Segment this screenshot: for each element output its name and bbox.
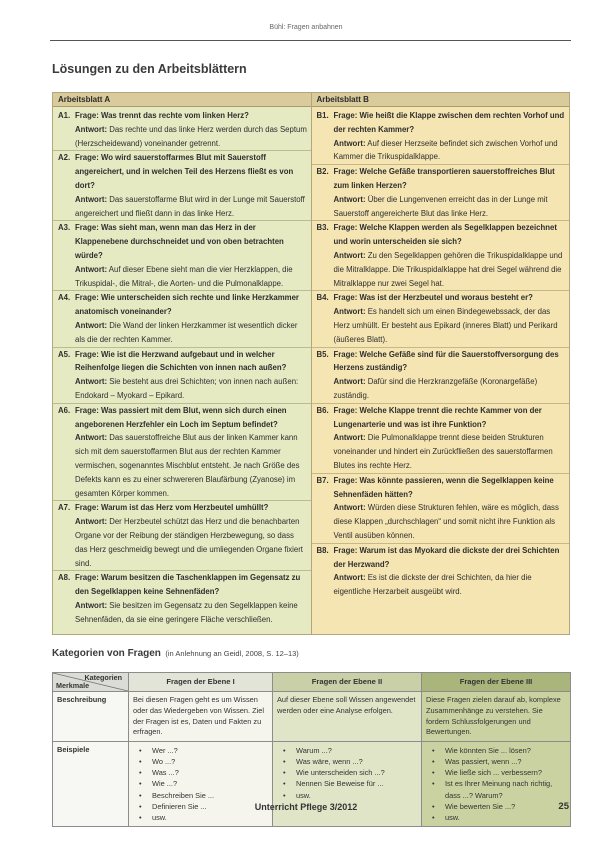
answer-label: Antwort: xyxy=(333,138,366,148)
item-answer xyxy=(75,263,308,291)
item-question: Frage: Wo wird sauerstoffarmes Blut mit Sauerstoff angereichert, und in welchen Teil des Herzens fließt es von dort? xyxy=(75,153,294,190)
worksheet-a-heading: Arbeitsblatt A xyxy=(53,93,311,107)
item-question: Frage: Welche Klappen werden als Segelklappen bezeichnet und worin unterscheiden sie sich? xyxy=(333,223,557,247)
item-answer xyxy=(75,375,308,403)
example-item: • usw. xyxy=(277,790,417,801)
example-item: • Beschreiben Sie ... xyxy=(133,790,268,801)
item-body xyxy=(334,544,567,599)
footer-journal: Unterricht Pflege 3/2012 xyxy=(254,802,358,812)
worksheet-item xyxy=(53,500,311,570)
item-number: A7. xyxy=(58,503,71,513)
worksheet-item xyxy=(312,164,570,220)
item-question: Frage: Welche Gefäße transportieren sauerstoffreiches Blut zum linken Herzen? xyxy=(333,167,555,190)
item-answer xyxy=(334,431,567,472)
item-number: B6. xyxy=(316,405,329,415)
example-item: • usw. xyxy=(426,812,566,823)
example-item: • Wie könnten Sie ... lösen? xyxy=(426,745,566,756)
item-body xyxy=(75,501,308,570)
answer-label: Antwort: xyxy=(75,194,108,204)
corner-cell xyxy=(53,673,129,692)
worksheet-item xyxy=(312,109,570,164)
answer-text: Der Herzbeutel schützt das Herz und die benachbarten Organe vor der Reibung der ständigen Herzbewegung, so dass das Herz geschmeidig bewegt und die umliegenden Organe fixiert sind. xyxy=(75,517,303,568)
answer-label: Antwort: xyxy=(333,377,366,387)
item-number: A2. xyxy=(58,153,71,163)
item-body xyxy=(334,165,567,220)
answer-text: Würden diese Strukturen fehlen, wäre es möglich, dass diese Klappen „durchschlagen“ und somit nicht ihre Funktion als Ventil ausüben können. xyxy=(333,503,559,540)
answer-label: Antwort: xyxy=(333,433,366,443)
answer-label: Antwort: xyxy=(75,433,108,443)
worksheet-item xyxy=(53,347,311,403)
examples-level-1 xyxy=(129,741,273,826)
worksheet-item xyxy=(53,109,311,150)
worksheet-b-heading: Arbeitsblatt B xyxy=(312,93,570,107)
item-body xyxy=(334,109,567,164)
answer-label: Antwort: xyxy=(75,377,108,387)
example-item: • usw. xyxy=(133,812,268,823)
answer-label: Antwort: xyxy=(75,124,108,134)
worksheet-item xyxy=(53,570,311,626)
running-head: Bühl: Fragen anbahnen xyxy=(269,24,343,31)
item-answer xyxy=(334,193,567,221)
item-question: Frage: Was trennt das rechte vom linken Herz? xyxy=(75,111,249,120)
item-number: B3. xyxy=(316,223,329,233)
example-item: • Was passiert, wenn ...? xyxy=(426,756,566,767)
answer-label: Antwort: xyxy=(333,194,366,204)
item-question: Frage: Was sieht man, wenn man das Herz in der Klappenebene durchschneidet und von oben betrachten würde? xyxy=(75,223,284,260)
item-question: Frage: Welche Gefäße sind für die Sauerstoffversorgung des Herzens zuständig? xyxy=(333,349,559,373)
page-number: 25 xyxy=(558,801,569,812)
table-header-row xyxy=(53,673,571,692)
examples-level-3 xyxy=(422,741,571,826)
examples-level-2 xyxy=(273,741,422,826)
answer-text: Sie besitzen im Gegensatz zu den Segelklappen keine Sehnenfäden, da sie eine geringere Fläche verschließen. xyxy=(75,600,298,624)
description-level-3: Diese Fragen zielen darauf ab, komplexe Zusammenhänge zu verstehen. Sie fordern Schlussfolgerungen und Bewertungen. xyxy=(422,692,571,741)
answer-text: Dafür sind die Herzkranzgefäße (Koronargefäße) zuständig. xyxy=(333,377,538,400)
item-number: A5. xyxy=(58,349,71,359)
answer-text: Es handelt sich um einen Bindegewebssack, der das Herz umhüllt. Er besteht aus Epikard (inneres Blatt) und Perikard (äußeres Blatt). xyxy=(333,307,558,344)
row-label-description: Beschreibung xyxy=(53,692,129,741)
item-number: A4. xyxy=(58,293,71,303)
worksheet-item xyxy=(312,543,570,599)
description-level-1: Bei diesen Fragen geht es um Wissen oder das Wiedergeben von Wissen. Ziel der Fragen ist es, Daten und Fakten zu erfragen. xyxy=(129,692,273,741)
example-item: • Definieren Sie ... xyxy=(133,801,268,812)
examples-row xyxy=(53,741,571,826)
worksheet-item xyxy=(312,220,570,290)
answer-text: Das sauerstoffarme Blut wird in der Lunge mit Sauerstoff angereichert und fließt dann in das linke Herz. xyxy=(75,194,305,218)
item-body xyxy=(75,151,308,220)
item-body xyxy=(75,404,308,501)
worksheet-item xyxy=(312,347,570,403)
answer-label: Antwort: xyxy=(75,600,108,610)
item-number: B8. xyxy=(316,545,329,555)
item-answer xyxy=(75,599,308,627)
example-item: • Wer ...? xyxy=(133,745,268,756)
answer-text: Es ist die dickste der drei Schichten, da hier die eigentliche Herzarbeit ausgeübt wird. xyxy=(333,573,532,597)
example-item: • Wie ließe sich ... verbessern? xyxy=(426,767,566,778)
item-question: Frage: Was ist der Herzbeutel und woraus besteht er? xyxy=(333,293,533,303)
item-question: Frage: Wie unterscheiden sich rechte und linke Herzkammer anatomisch voneinander? xyxy=(75,293,299,317)
example-item: • Wie ...? xyxy=(133,778,268,789)
categories-source: (in Anlehnung an Geidl, 2008, S. 12–13) xyxy=(165,649,299,659)
item-question: Frage: Warum ist das Herz vom Herzbeutel umhüllt? xyxy=(75,503,269,513)
item-number: A8. xyxy=(58,573,71,583)
answer-text: Sie besteht aus drei Schichten; von innen nach außen: Endokard – Myokard – Epikard. xyxy=(75,377,299,400)
answer-text: Die Pulmonalklappe trennt diese beiden Strukturen voneinander und hindert ein Zurückfließen des sauerstoffarmen Blutes ins rechte Herz. xyxy=(333,433,553,470)
example-item: • Warum ...? xyxy=(277,745,417,756)
answer-label: Antwort: xyxy=(333,573,366,583)
answer-text: Über die Lungenvenen erreicht das in der Lunge mit Sauerstoff angereicherte Blut das linke Herz. xyxy=(333,194,548,218)
answer-label: Antwort: xyxy=(75,517,108,527)
item-question: Frage: Warum ist das Myokard die dickste der drei Schichten der Herzwand? xyxy=(333,545,560,569)
item-answer xyxy=(334,137,567,165)
item-question: Frage: Wie ist die Herzwand aufgebaut und in welcher Reihenfolge liegen die Schichten von innen nach außen? xyxy=(75,349,287,373)
item-body xyxy=(75,571,308,626)
worksheet-item xyxy=(312,473,570,543)
worksheet-item xyxy=(312,403,570,473)
item-answer xyxy=(75,193,308,221)
answer-label: Antwort: xyxy=(75,264,108,274)
item-question: Frage: Warum besitzen die Taschenklappen im Gegensatz zu den Segelklappen keine Sehnenfäden? xyxy=(75,573,301,597)
example-item: • Was ...? xyxy=(133,767,268,778)
worksheet-b-column xyxy=(311,93,570,634)
description-level-2: Auf dieser Ebene soll Wissen angewendet werden oder eine Analyse erfolgen. xyxy=(273,692,422,741)
example-item: • Ist es Ihrer Meinung nach richtig, dass ...? Warum? xyxy=(426,778,566,800)
worksheet-item xyxy=(53,290,311,346)
worksheet-item xyxy=(53,150,311,220)
level-3-header: Fragen der Ebene III xyxy=(422,673,571,692)
item-answer xyxy=(334,305,567,346)
answer-text: Die Wand der linken Herzkammer ist wesentlich dicker als die der rechten Kammer. xyxy=(75,320,298,344)
item-question: Frage: Was könnte passieren, wenn die Segelklappen keine Sehnenfäden hätten? xyxy=(333,475,554,499)
item-body xyxy=(75,109,308,150)
item-number: A3. xyxy=(58,223,71,233)
item-answer xyxy=(75,123,308,151)
page-title: Lösungen zu den Arbeitsblättern xyxy=(52,62,247,76)
answer-label: Antwort: xyxy=(333,250,366,260)
level-1-header: Fragen der Ebene I xyxy=(129,673,273,692)
worksheet-item xyxy=(312,290,570,346)
item-number: A6. xyxy=(58,405,71,415)
item-number: B5. xyxy=(316,349,329,359)
item-body xyxy=(334,348,567,403)
answer-label: Antwort: xyxy=(333,307,366,317)
answer-label: Antwort: xyxy=(75,320,108,330)
item-body xyxy=(334,474,567,543)
item-body xyxy=(75,348,308,403)
worksheet-a-items xyxy=(53,109,311,626)
item-question: Frage: Wie heißt die Klappe zwischen dem rechten Vorhof und der rechten Kammer? xyxy=(333,111,565,134)
item-answer xyxy=(75,431,308,500)
item-number: B1. xyxy=(316,111,329,120)
item-body xyxy=(334,221,567,290)
item-body xyxy=(334,404,567,473)
item-question: Frage: Was passiert mit dem Blut, wenn sich durch einen angeborenen Herzfehler ein Loch im Septum befindet? xyxy=(75,405,287,429)
description-row xyxy=(53,692,571,741)
answer-text: Auf dieser Ebene sieht man die vier Herzklappen, die Trikuspidal-, die Mitral-, die Aorten- und die Pulmonalklappe. xyxy=(75,264,293,288)
item-body xyxy=(75,221,308,290)
item-answer xyxy=(75,319,308,347)
example-item: • Wie unterscheiden sich ...? xyxy=(277,767,417,778)
categories-heading xyxy=(52,645,570,661)
item-answer xyxy=(334,571,567,599)
item-number: B4. xyxy=(316,293,329,303)
corner-label-features: Merkmale xyxy=(56,681,90,691)
corner-label-categories: Kategorien xyxy=(84,673,122,683)
answer-label: Antwort: xyxy=(333,503,366,513)
answer-text: Das sauerstoffreiche Blut aus der linken Kammer kann sich mit dem sauerstoffarmen Blut aus der rechten Kammer vermischen, sogenanntes Mischblut entsteht. Je nach Größe des Defekts kann es zu einer schwereren Blaufärbung (Zyanose) im gesamten Körper kommen. xyxy=(75,433,300,498)
item-number: A1. xyxy=(58,111,71,120)
item-question: Frage: Welche Klappe trennt die rechte Kammer von der Lungenarterie und was ist ihre Funktion? xyxy=(333,405,542,429)
item-answer xyxy=(334,375,567,403)
answer-text: Auf dieser Herzseite befindet sich zwischen Vorhof und Kammer die Trikuspidalklappe. xyxy=(333,138,558,162)
example-item: • Wie bewerten Sie ...? xyxy=(426,801,566,812)
header-rule xyxy=(50,40,571,41)
item-number: B7. xyxy=(316,475,329,485)
item-answer xyxy=(75,515,308,570)
worksheet-a-column xyxy=(53,93,311,634)
example-item: • Nennen Sie Beweise für ... xyxy=(277,778,417,789)
level-2-header: Fragen der Ebene II xyxy=(273,673,422,692)
item-answer xyxy=(334,501,567,542)
worksheet-item xyxy=(53,403,311,501)
worksheet-solutions-table xyxy=(52,92,570,635)
worksheet-b-items xyxy=(312,109,570,599)
example-item: • Wo ...? xyxy=(133,756,268,767)
item-body xyxy=(75,291,308,346)
answer-text: Das rechte und das linke Herz werden durch das Septum (Herzscheidewand) voneinander getrennt. xyxy=(75,124,307,148)
worksheet-item xyxy=(53,220,311,290)
item-body xyxy=(334,291,567,346)
example-item: • Was wäre, wenn ...? xyxy=(277,756,417,767)
row-label-examples: Beispiele xyxy=(53,741,129,826)
categories-title: Kategorien von Fragen xyxy=(52,648,161,660)
item-number: B2. xyxy=(316,167,329,177)
examples-list-level-2 xyxy=(277,745,417,801)
answer-text: Zu den Segelklappen gehören die Trikuspidalklappe und die Mitralklappe. Die Trikuspidalklappe hat drei Segel während die Mitralklappe nur zwei Segel hat. xyxy=(333,250,563,288)
page-content xyxy=(52,61,570,827)
item-answer xyxy=(334,249,567,290)
